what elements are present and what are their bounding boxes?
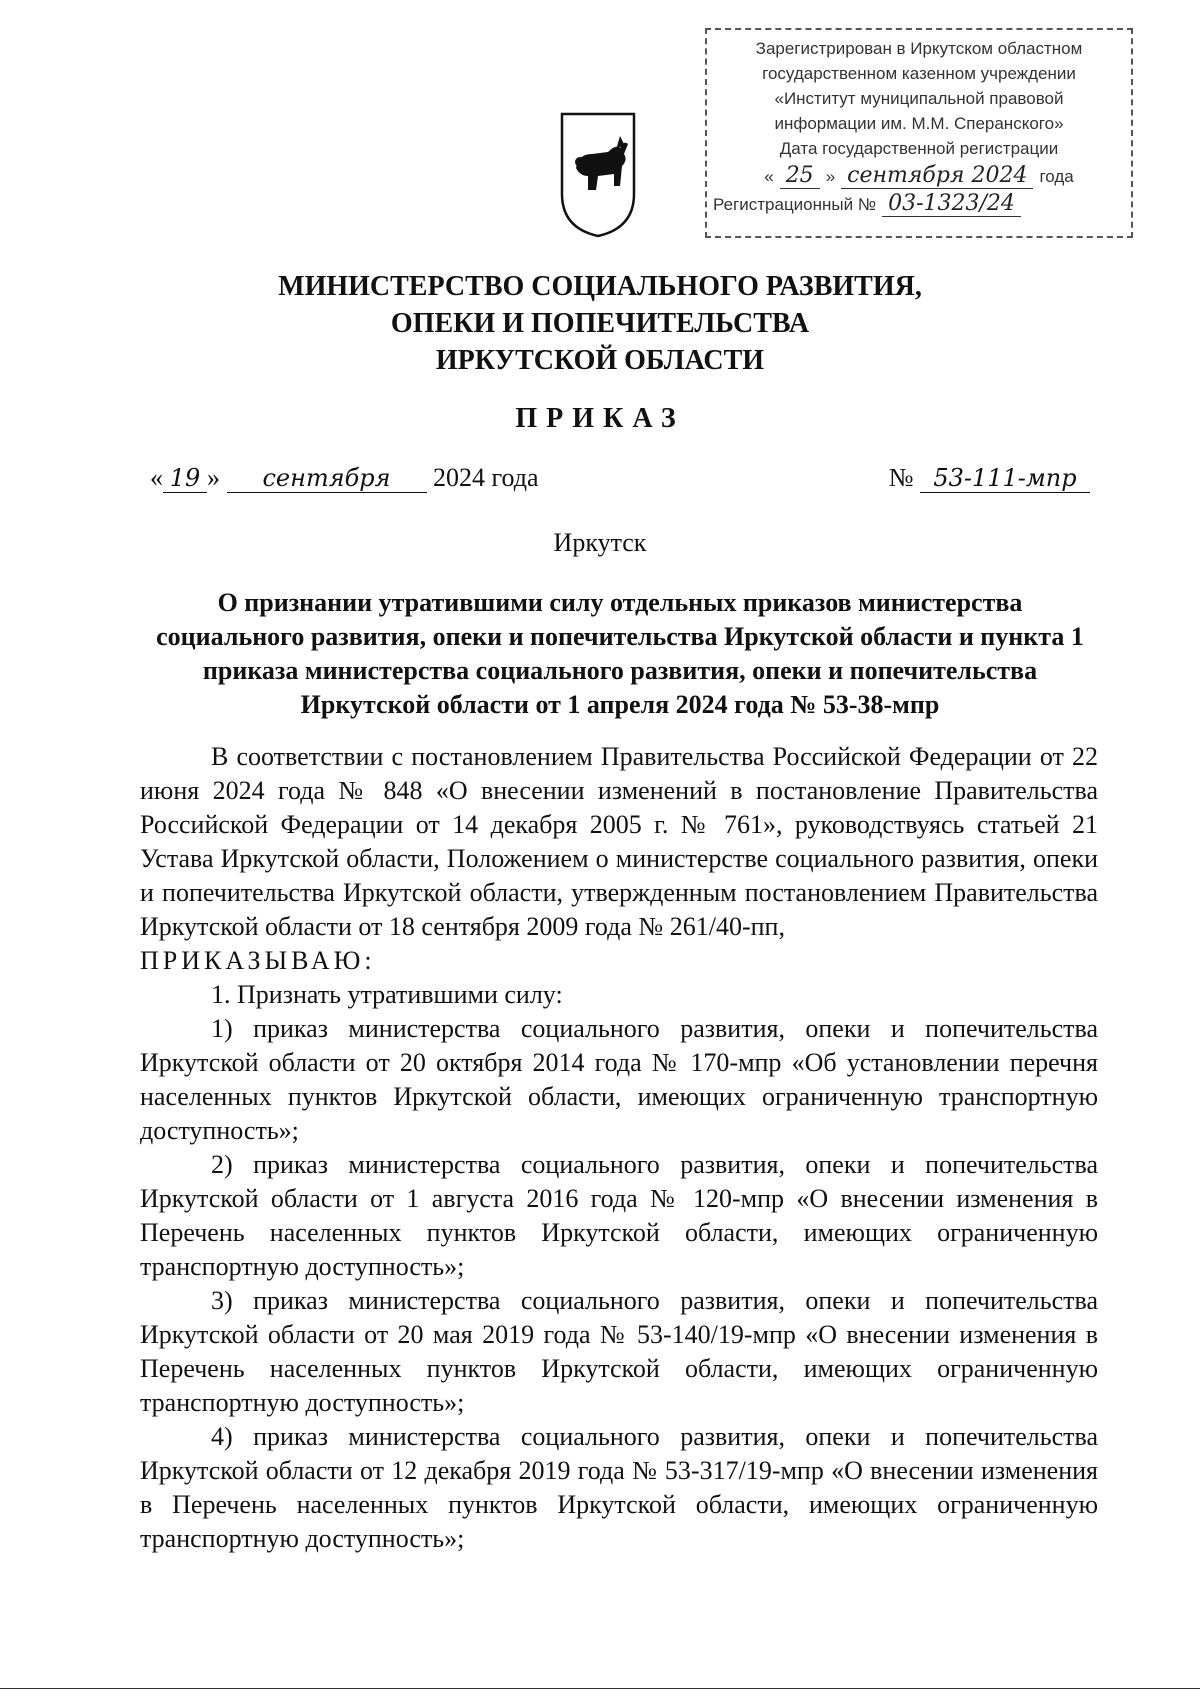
stamp-date-day: 25 (780, 163, 820, 189)
order-date-month: сентября (227, 464, 427, 493)
bottom-rule (0, 1688, 1200, 1689)
stamp-line-5: Дата государственной регистрации (779, 139, 1059, 158)
stamp-reg-label: Регистрационный № (713, 195, 877, 214)
document-body (140, 740, 1098, 1556)
stamp-line-4: информации им. М.М. Сперанского» (774, 114, 1064, 133)
ministry-line-2: ОПЕКИ И ПОПЕЧИТЕЛЬСТВА (390, 308, 810, 339)
document-heading: О признании утратившими силу отдельных приказов министерства социального развития, опеки и попечительства Иркутской области и пункта 1 приказа министерства социального развития, опеки и попечительства Иркутской области от 1 апреля 2024 года № 53-38-мпр (156, 588, 1084, 719)
order-date-open: « (150, 463, 163, 492)
order-date-year: 2024 года (433, 463, 539, 492)
subitem-3: 3) приказ министерства социального развития, опеки и попечительства Иркутской области от 20 мая 2019 года № 53-140/19-мпр «О внесении изменения в Перечень населенных пунктов Иркутской области, имеющих ограниченную транспортную доступность»; (140, 1286, 1098, 1417)
stamp-line-2: государственном казенном учреждении (762, 64, 1076, 83)
stamp-reg-row (713, 191, 1125, 217)
ministry-line-3: ИРКУТСКОЙ ОБЛАСТИ (435, 345, 765, 376)
subitem-1: 1) приказ министерства социального развития, опеки и попечительства Иркутской области от 20 октября 2014 года № 170-мпр «Об установлении перечня населенных пунктов Иркутской области, имеющих ограниченную транспортную доступность»; (140, 1014, 1098, 1145)
order-number-value: 53-111-мпр (920, 464, 1090, 493)
subitem-2: 2) приказ министерства социального развития, опеки и попечительства Иркутской области от 1 августа 2016 года № 120-мпр «О внесении изменения в Перечень населенных пунктов Иркутской области, имеющих ограниченную транспортную доступность»; (140, 1150, 1098, 1281)
city: Иркутск (553, 528, 647, 557)
stamp-reg-number: 03-1323/24 (882, 191, 1021, 217)
item-1: 1. Признать утратившими силу: (211, 980, 563, 1009)
ministry-line-1: МИНИСТЕРСТВО СОЦИАЛЬНОГО РАЗВИТИЯ, (278, 271, 922, 302)
stamp-line-3: «Институт муниципальной правовой (774, 89, 1064, 108)
stamp-line-1: Зарегистрирован в Иркутском областном (755, 39, 1083, 58)
order-title: ПРИКАЗ (515, 403, 685, 434)
ministry-header (0, 268, 1200, 379)
stamp-date-close: » (825, 167, 836, 186)
stamp-date-row (713, 163, 1125, 189)
order-number (889, 463, 1090, 493)
coat-of-arms-icon (558, 110, 638, 240)
stamp-date-suffix: года (1039, 167, 1074, 186)
order-number-label: № (888, 463, 914, 492)
stamp-date-month: сентября 2024 (841, 163, 1033, 189)
subitem-4: 4) приказ министерства социального развития, опеки и попечительства Иркутской области от 12 декабря 2019 года № 53-317/19-мпр «О внесении изменения в Перечень населенных пунктов Иркутской области, имеющих ограниченную транспортную доступность»; (140, 1422, 1098, 1553)
preamble-paragraph: В соответствии с постановлением Правительства Российской Федерации от 22 июня 2024 года № 848 «О внесении изменений в постановление Правительства Российской Федерации от 14 декабря 2005 г. № 761», руководствуясь статьей 21 Устава Иркутской области, Положением о министерстве социального развития, опеки и попечительства Иркутской области, утвержденным постановлением Правительства Иркутской области от 18 сентября 2009 года № 261/40-пп, (140, 742, 1098, 941)
order-date-day: 19 (163, 464, 207, 493)
stamp-date-open: « (764, 167, 774, 186)
order-date-close: » (207, 463, 220, 492)
order-word: ПРИКАЗЫВАЮ: (140, 946, 376, 975)
order-date-line (150, 463, 1090, 493)
order-date (150, 463, 539, 493)
registration-stamp (705, 28, 1133, 238)
